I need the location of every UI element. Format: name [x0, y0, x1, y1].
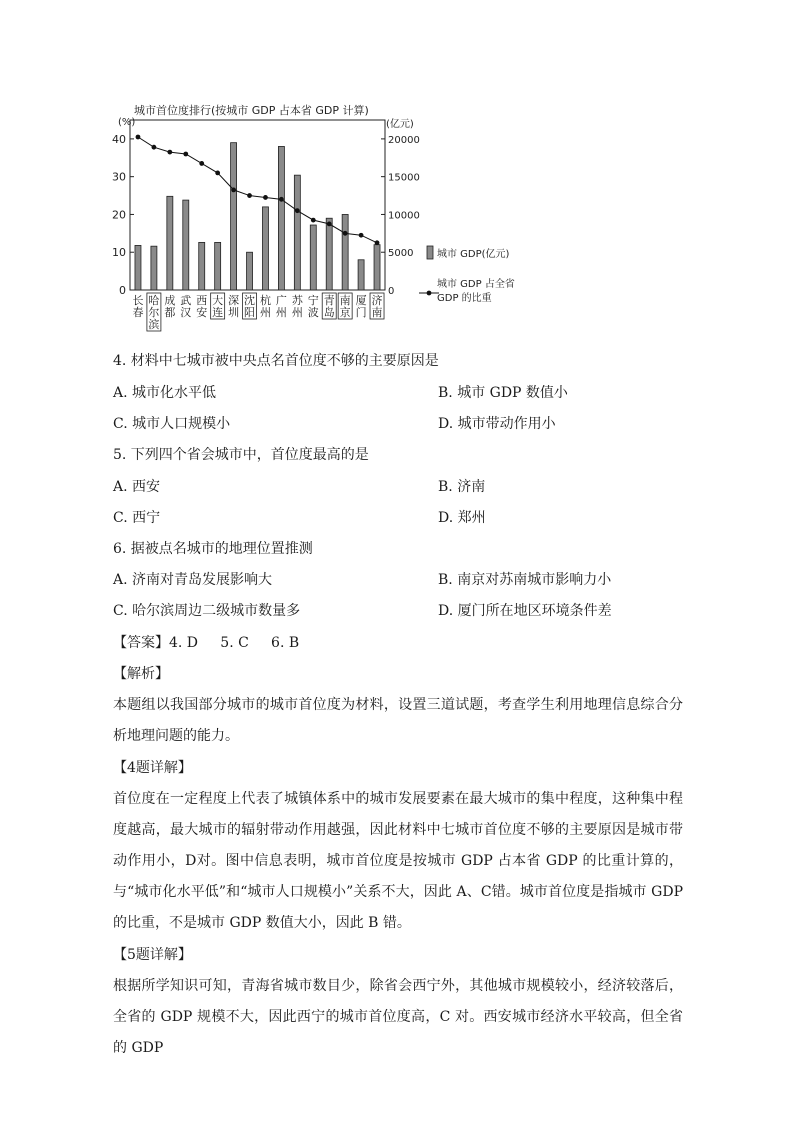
right-tick-label: 0 [388, 286, 395, 297]
share-point [359, 233, 364, 238]
category-label: 安 [196, 306, 208, 319]
category-label: 春 [132, 306, 144, 319]
question-5-option-d[interactable]: D. 郑州 [438, 510, 486, 526]
gdp-bar [135, 245, 141, 290]
gdp-bar [199, 242, 205, 290]
category-label: 圳 [228, 306, 240, 319]
category-label: 岛 [323, 306, 335, 319]
question-4-option-d[interactable]: D. 城市带动作用小 [438, 416, 556, 432]
right-tick-label: 20000 [388, 134, 420, 146]
share-point [279, 197, 284, 202]
category-label: 南 [339, 294, 351, 307]
category-label: 长 [132, 294, 144, 307]
question-5-option-b[interactable]: B. 济南 [438, 479, 486, 495]
share-point [343, 231, 348, 236]
category-label: 西 [196, 294, 208, 307]
category-label: 武 [180, 294, 192, 307]
right-tick-label: 10000 [388, 210, 420, 222]
gdp-bar [358, 260, 364, 290]
gdp-bar [310, 225, 316, 290]
legend-bar-swatch [427, 246, 433, 259]
question-5-option-a[interactable]: A. 西安 [113, 479, 161, 495]
left-tick-label: 40 [112, 132, 126, 146]
gdp-bar [183, 200, 189, 290]
question-4-stem: 4. 材料中七城市被中央点名首位度不够的主要原因是 [113, 353, 439, 369]
gdp-bar [247, 252, 253, 290]
question-6-stem: 6. 据被点名城市的地理位置推测 [113, 541, 313, 557]
gdp-bar [151, 246, 157, 290]
category-label: 杭 [259, 294, 271, 307]
answer-text: 4. D 5. C 6. B [169, 635, 300, 651]
question-6-option-c[interactable]: C. 哈尔滨周边二级城市数量多 [113, 603, 301, 619]
category-label: 宁 [307, 294, 319, 307]
category-label: 青 [323, 294, 335, 307]
legend-line-point [427, 291, 432, 296]
category-label: 哈 [148, 294, 160, 307]
category-label: 南 [371, 306, 383, 319]
gdp-bar [231, 143, 237, 290]
category-label: 广 [275, 294, 287, 307]
detail-5-label: 【5题详解】 [113, 947, 192, 963]
category-label: 济 [371, 294, 383, 307]
right-tick-label: 5000 [388, 248, 414, 260]
gdp-bar [262, 207, 268, 290]
answer-label: 【答案】 [113, 635, 169, 651]
share-point [183, 152, 188, 157]
category-label: 州 [291, 306, 303, 319]
share-point [375, 240, 380, 245]
legend-line-label-2: GDP 的比重 [437, 293, 492, 304]
legend-bar-label: 城市 GDP(亿元) [437, 249, 510, 260]
share-point [215, 170, 220, 175]
category-label: 京 [339, 306, 351, 319]
category-label: 苏 [291, 294, 303, 307]
analysis-text: 本题组以我国部分城市的城市首位度为材料，设置三道试题，考查学生利用地理信息综合分析地理问题的能力。 [113, 697, 683, 744]
left-tick-label: 10 [112, 246, 126, 260]
category-label: 都 [164, 306, 176, 319]
gdp-bar [342, 214, 348, 290]
category-label: 沈 [244, 294, 256, 307]
gdp-bar [167, 196, 173, 290]
category-label: 成 [164, 294, 176, 307]
left-tick-label: 20 [112, 208, 126, 222]
gdp-bar [326, 218, 332, 290]
category-label: 州 [275, 306, 287, 319]
category-label: 尔 [148, 306, 160, 319]
question-6-option-a[interactable]: A. 济南对青岛发展影响大 [113, 572, 273, 588]
question-5-stem: 5. 下列四个省会城市中，首位度最高的是 [113, 447, 369, 463]
left-tick-label: 30 [112, 170, 126, 184]
question-4-option-c[interactable]: C. 城市人口规模小 [113, 416, 231, 432]
city-primacy-chart [110, 100, 540, 340]
category-label: 阳 [244, 306, 256, 319]
category-label: 汉 [180, 306, 192, 319]
detail-5-text: 根据所学知识可知，青海省城市数目少，除省会西宁外，其他城市规模较小，经济较落后，全省的 GDP 规模不大，因此西宁的城市首位度高，C 对。西安城市经济水平较高，但全省的 GDP [113, 978, 683, 1056]
chart-title: 城市首位度排行(按城市 GDP 占本省 GDP 计算) [134, 104, 369, 117]
share-line [138, 137, 377, 243]
category-label: 滨 [148, 318, 160, 331]
left-tick-label: 0 [119, 284, 126, 297]
gdp-bar [215, 242, 221, 290]
share-point [231, 187, 236, 192]
question-5-option-c[interactable]: C. 西宁 [113, 510, 161, 526]
question-6-option-d[interactable]: D. 厦门所在地区环境条件差 [438, 603, 612, 619]
category-label: 波 [307, 306, 319, 319]
detail-4-text: 首位度在一定程度上代表了城镇体系中的城市发展要素在最大城市的集中程度，这种集中程度越高，最大城市的辐射带动作用越强，因此材料中七城市首位度不够的主要原因是城市带动作用小，D对。图中信息表明，城市首位度是按城市 GDP 占本省 GDP 的比重计算的，与“城市化水平低”和“城市人口规模小”关系不大，因此 A、C错。城市首位度是指城市 GDP 的比重，不是城市 GDP 数值大小，因此 B 错。 [113, 791, 683, 931]
share-point [263, 195, 268, 200]
category-label: 深 [228, 294, 240, 307]
detail-4-label: 【4题详解】 [113, 760, 192, 776]
share-point [247, 193, 252, 198]
question-4-option-a[interactable]: A. 城市化水平低 [113, 385, 217, 401]
share-point [136, 135, 141, 140]
left-axis-unit: (%) [118, 117, 136, 128]
right-tick-label: 15000 [388, 172, 420, 184]
category-label: 大 [212, 294, 224, 307]
share-point [152, 145, 157, 150]
legend-line-label-1: 城市 GDP 占全省 [437, 279, 515, 290]
share-point [295, 208, 300, 213]
right-axis-unit: (亿元) [386, 119, 414, 130]
answer-line [113, 633, 299, 653]
category-label: 连 [212, 306, 224, 319]
category-label: 厦 [355, 294, 367, 307]
share-point [199, 161, 204, 166]
share-point [311, 218, 316, 223]
gdp-bar [294, 175, 300, 290]
question-6-option-b[interactable]: B. 南京对苏南城市影响力小 [438, 572, 612, 588]
category-label: 州 [259, 306, 271, 319]
analysis-label: 【解析】 [113, 666, 169, 682]
share-point [167, 150, 172, 155]
category-label: 门 [355, 306, 367, 319]
question-4-option-b[interactable]: B. 城市 GDP 数值小 [438, 385, 568, 401]
gdp-bar [374, 245, 380, 290]
gdp-bar [278, 146, 284, 290]
share-point [327, 221, 332, 226]
